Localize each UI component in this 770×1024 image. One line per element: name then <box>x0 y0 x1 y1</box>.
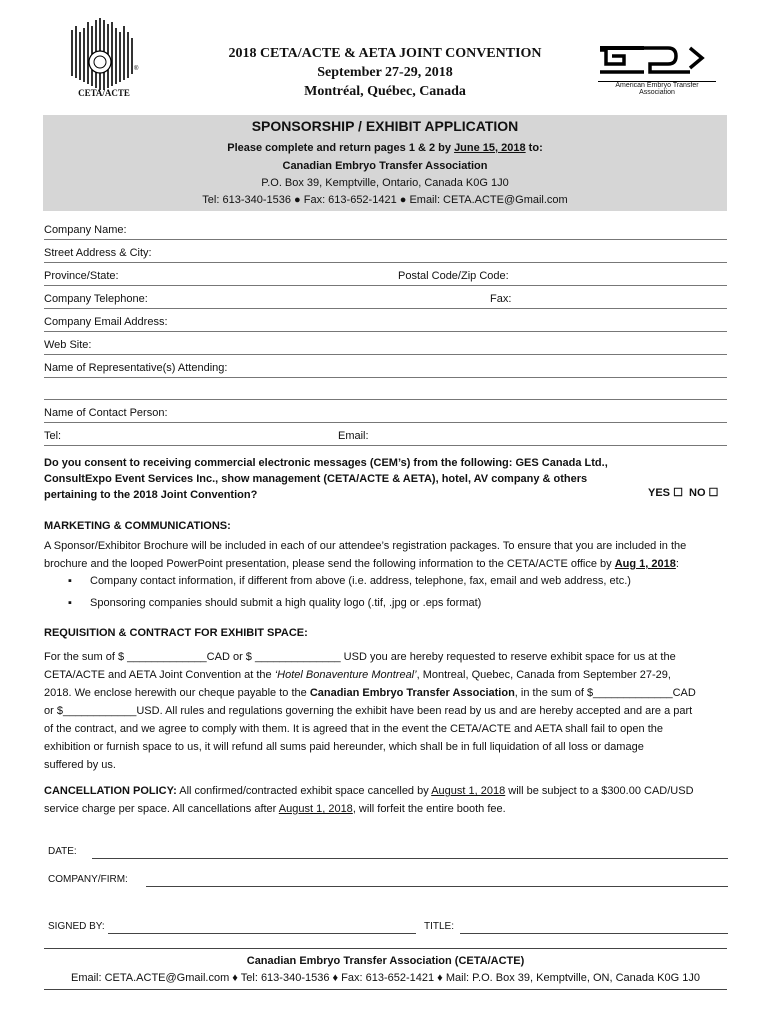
requisition-heading: REQUISITION & CONTRACT FOR EXHIBIT SPACE: <box>44 627 308 639</box>
marketing-bullet-2: ▪ Sponsoring companies should submit a high quality logo (.tif, .jpg or .eps format) <box>68 597 482 609</box>
title-line-1: 2018 CETA/ACTE & AETA JOINT CONVENTION <box>228 46 542 61</box>
footer-divider <box>44 948 727 949</box>
left-logo-text: CETA/ACTE <box>78 88 130 98</box>
website-field[interactable] <box>44 338 727 355</box>
contact-person-label: Name of Contact Person: <box>44 407 168 419</box>
organization-name: Canadian Embryo Transfer Association <box>282 160 488 172</box>
representatives-extra-line[interactable] <box>44 383 727 400</box>
signed-by-input-line[interactable] <box>108 933 416 934</box>
date-input-line[interactable] <box>92 858 728 859</box>
organization-contact: Tel: 613-340-1536 ● Fax: 613-652-1421 ● Email: CETA.ACTE@Gmail.com <box>202 194 568 206</box>
requisition-line-6: exhibition or furnish space to us, it will refund all sums paid hereunder, which shall be in full liquidation of all loss or damage <box>44 741 644 753</box>
company-name-label: Company Name: <box>44 224 127 236</box>
application-title: SPONSORSHIP / EXHIBIT APPLICATION <box>251 118 519 134</box>
bullet-icon: ▪ <box>68 597 72 609</box>
email-label: Company Email Address: <box>44 316 168 328</box>
right-logo-text: American Embryo Transfer Association <box>598 81 716 96</box>
ceta-maple-leaf-logo <box>62 18 142 98</box>
representatives-field[interactable] <box>44 361 727 378</box>
return-deadline: June 15, 2018 <box>454 142 526 154</box>
consent-line-2: ConsultExpo Event Services Inc., show management (CETA/ACTE & AETA), hotel, AV company & others <box>44 473 588 485</box>
postal-code-label: Postal Code/Zip Code: <box>398 270 509 282</box>
footer-organization: Canadian Embryo Transfer Association (CETA/ACTE) <box>246 955 525 967</box>
svg-text:®: ® <box>134 66 139 72</box>
company-firm-input-line[interactable] <box>146 886 728 887</box>
cancellation-line-2: service charge per space. All cancellations after August 1, 2018, will forfeit the entire booth fee. <box>44 803 506 815</box>
return-instruction: Please complete and return pages 1 & 2 by June 15, 2018 to: <box>227 142 543 154</box>
consent-yes-checkbox[interactable]: YES ☐ <box>648 487 683 499</box>
province-label: Province/State: <box>44 270 119 282</box>
footer-bottom-divider <box>44 989 727 990</box>
representatives-label: Name of Representative(s) Attending: <box>44 362 228 374</box>
telephone-fax-row[interactable] <box>44 292 727 309</box>
requisition-line-4: or $____________USD. All rules and regulations governing the exhibit have been read by us and are hereby accepted and are a part <box>44 705 693 717</box>
company-name-field[interactable] <box>44 223 727 240</box>
marketing-heading: MARKETING & COMMUNICATIONS: <box>44 520 231 532</box>
requisition-line-2: CETA/ACTE and AETA Joint Convention at the ‘Hotel Bonaventure Montreal’, Montreal, Quebec, Canada from September 27-29, <box>44 669 671 681</box>
title-line-2: September 27-29, 2018 <box>317 65 453 80</box>
consent-no-checkbox[interactable]: NO ☐ <box>689 487 719 499</box>
requisition-line-3: 2018. We enclose herewith our cheque payable to the Canadian Embryo Transfer Association, in the sum of $_____________CAD <box>44 687 696 699</box>
marketing-line-2: brochure and the looped PowerPoint presentation, please send the following information to the CETA/ACTE office by Aug 1, 2018: <box>44 558 679 570</box>
requisition-line-5: of the contract, and we agree to comply with them. It is agreed that in the event the CETA/ACTE and AETA shall fail to open the <box>44 723 663 735</box>
requisition-line-1: For the sum of $ _____________CAD or $ ______________ USD you are hereby requested to reserve exhibit space for us at the <box>44 651 676 663</box>
street-address-label: Street Address & City: <box>44 247 152 259</box>
email-field[interactable] <box>44 315 727 332</box>
marketing-bullet-1: ▪ Company contact information, if different from above (i.e. address, telephone, fax, email and web address, etc.) <box>68 575 631 587</box>
contact-tel-email-row[interactable] <box>44 429 727 446</box>
marketing-paragraph <box>44 537 726 573</box>
requisition-paragraph <box>44 648 726 774</box>
contact-email-label: Email: <box>338 430 369 442</box>
fax-label: Fax: <box>490 293 512 305</box>
title-line-3: Montréal, Québec, Canada <box>304 84 466 99</box>
telephone-label: Company Telephone: <box>44 293 148 305</box>
province-postal-row[interactable] <box>44 269 727 286</box>
requisition-line-7: suffered by us. <box>44 759 116 771</box>
marketing-deadline: Aug 1, 2018 <box>614 558 676 570</box>
cancellation-policy <box>44 782 726 818</box>
bullet-icon: ▪ <box>68 575 72 587</box>
organization-address: P.O. Box 39, Kemptville, Ontario, Canada K0G 1J0 <box>261 177 509 189</box>
signed-by-label: SIGNED BY: <box>48 921 105 932</box>
contact-tel-label: Tel: <box>44 430 62 442</box>
footer-contact: Email: CETA.ACTE@Gmail.com ♦ Tel: 613-340-1536 ♦ Fax: 613-652-1421 ♦ Mail: P.O. Box 39, Kemptville, ON, Canada K0G 1J0 <box>70 972 700 984</box>
marketing-line-1: A Sponsor/Exhibitor Brochure will be included in each of our attendee’s registration packages. To ensure that you are included in the <box>44 540 687 552</box>
company-firm-label: COMPANY/FIRM: <box>48 874 128 885</box>
consent-line-3: pertaining to the 2018 Joint Convention? <box>44 489 258 501</box>
contact-person-field[interactable] <box>44 406 727 423</box>
cancellation-line-1: CANCELLATION POLICY: All confirmed/contracted exhibit space cancelled by August 1, 2018 will be subject to a $300.00 CAD/USD <box>44 785 694 797</box>
consent-line-1: Do you consent to receiving commercial electronic messages (CEM’s) from the following: GES Canada Ltd., <box>44 457 608 469</box>
street-address-field[interactable] <box>44 246 727 263</box>
title-input-line[interactable] <box>460 933 728 934</box>
cem-consent-question <box>44 455 644 503</box>
convention-title <box>200 44 570 101</box>
website-label: Web Site: <box>44 339 92 351</box>
title-label: TITLE: <box>424 921 455 932</box>
date-label: DATE: <box>48 846 77 857</box>
